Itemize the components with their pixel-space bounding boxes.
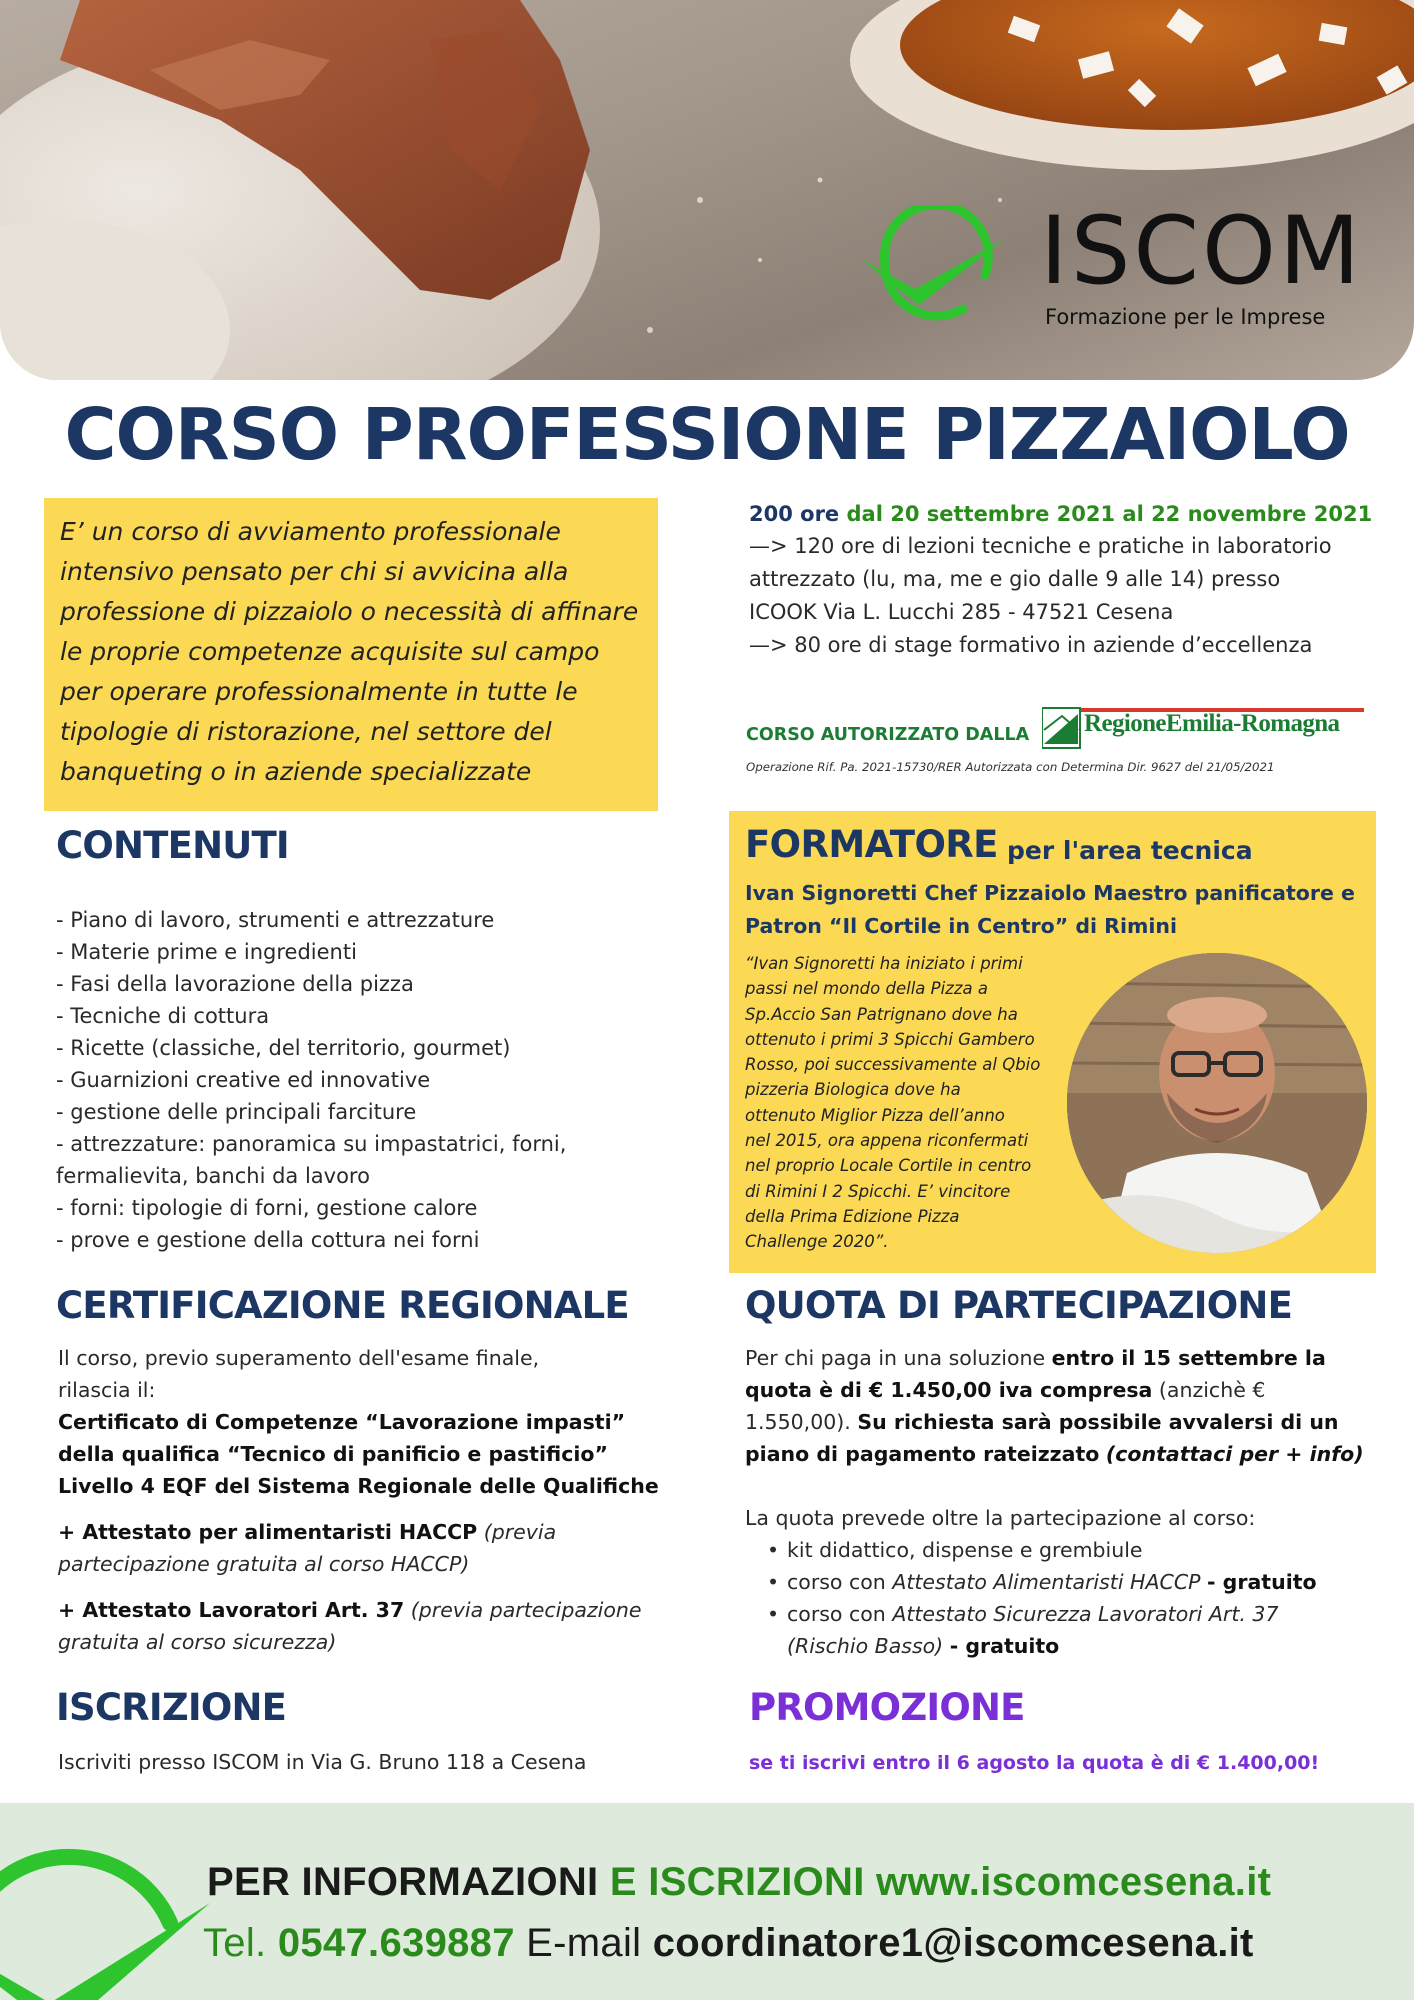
bio-line: Rosso, poi successivamente al Qbio bbox=[745, 1055, 1041, 1075]
list-item bbox=[767, 1598, 1365, 1662]
bio-line: nel 2015, ora appena riconfermati bbox=[745, 1131, 1029, 1151]
chef-portrait bbox=[1067, 953, 1367, 1253]
attestato-haccp-title: + Attestato per alimentaristi HACCP bbox=[58, 1520, 478, 1544]
tel-label: Tel. bbox=[203, 1921, 267, 1965]
bio-line: ottenuto i primi 3 Spicchi Gambero bbox=[745, 1029, 1035, 1049]
footer-info-line bbox=[207, 1860, 1271, 1905]
list-item bbox=[767, 1566, 1365, 1598]
list-item: - gestione delle principali farciture bbox=[56, 1100, 417, 1124]
attestato-haccp bbox=[58, 1516, 678, 1580]
list-item-text: Attestato Alimentaristi HACCP bbox=[892, 1570, 1201, 1594]
contenuti-list bbox=[56, 904, 656, 1256]
formatore-heading: FORMATORE bbox=[745, 823, 998, 866]
authorized-label: CORSO AUTORIZZATO DALLA bbox=[746, 725, 1030, 745]
promozione-heading: PROMOZIONE bbox=[749, 1686, 1025, 1729]
check-circle-icon bbox=[855, 205, 1015, 325]
list-item: - Fasi della lavorazione della pizza bbox=[56, 972, 414, 996]
check-circle-icon bbox=[0, 1813, 220, 2000]
list-item: - Materie prime e ingredienti bbox=[56, 940, 357, 964]
footer-info-label: PER INFORMAZIONI bbox=[207, 1860, 599, 1904]
list-item: - forni: tipologie di forni, gestione calore bbox=[56, 1196, 478, 1220]
list-item-text: Attestato Sicurezza Lavoratori Art. 37 (Rischio Basso) bbox=[787, 1602, 1279, 1658]
website-link[interactable]: www.iscomcesena.it bbox=[876, 1860, 1272, 1904]
quota-includes-list bbox=[767, 1534, 1365, 1662]
course-details bbox=[749, 498, 1389, 662]
authorization-note: Operazione Rif. Pa. 2021-15730/RER Autorizzata con Determina Dir. 9627 del 21/05/2021 bbox=[746, 760, 1275, 774]
list-item bbox=[767, 1534, 1365, 1566]
iscom-logo[interactable] bbox=[855, 197, 1375, 345]
formatore-name-line: Ivan Signoretti Chef Pizzaiolo Maestro panificatore e bbox=[745, 881, 1355, 905]
list-item: - Piano di lavoro, strumenti e attrezzature bbox=[56, 908, 495, 932]
authorization-block bbox=[746, 704, 1370, 774]
detail-line: —> 120 ore di lezioni tecniche e pratiche in laboratorio bbox=[749, 534, 1332, 558]
bio-line: ottenuto Miglior Pizza dell’anno bbox=[745, 1105, 1005, 1125]
quota-contact-note: (contattaci per + info) bbox=[1105, 1442, 1364, 1466]
quota-heading: QUOTA DI PARTECIPAZIONE bbox=[745, 1284, 1293, 1327]
formatore-bio bbox=[745, 951, 1060, 1255]
brand-name: ISCOM bbox=[1040, 197, 1364, 306]
bio-line: di Rimini I 2 Spicchi. E’ vincitore bbox=[745, 1181, 1011, 1201]
formatore-name bbox=[745, 877, 1365, 943]
chef-photo bbox=[1067, 953, 1367, 1253]
list-item-text: - gratuito bbox=[949, 1634, 1060, 1658]
bio-line: nel proprio Locale Cortile in centro bbox=[745, 1156, 1032, 1176]
footer-contacts bbox=[0, 1803, 1414, 2000]
list-item: - prove e gestione della cottura nei forni bbox=[56, 1228, 480, 1252]
email-label: E-mail bbox=[526, 1921, 642, 1965]
attestato-art37 bbox=[58, 1594, 678, 1658]
course-dates: dal 20 settembre 2021 al 22 novembre 2021 bbox=[846, 502, 1373, 526]
iscrizione-text: Iscriviti presso ISCOM in Via G. Bruno 118 a Cesena bbox=[58, 1750, 587, 1774]
brand-tagline: Formazione per le Imprese bbox=[1045, 305, 1326, 329]
bio-line: passi nel mondo della Pizza a bbox=[745, 979, 988, 999]
bio-line: della Prima Edizione Pizza bbox=[745, 1206, 960, 1226]
quota-includes-intro: La quota prevede oltre la partecipazione al corso: bbox=[745, 1506, 1256, 1530]
list-item: - attrezzature: panoramica su impastatrici, forni, bbox=[56, 1132, 567, 1156]
iscrizione-heading: ISCRIZIONE bbox=[56, 1686, 287, 1729]
bio-line: “Ivan Signoretti ha iniziato i primi bbox=[745, 954, 1023, 973]
formatore-name-line: Patron “Il Cortile in Centro” di Rimini bbox=[745, 914, 1177, 938]
certificazione-section bbox=[58, 1342, 678, 1658]
certificato-line: Certificato di Competenze “Lavorazione impasti” bbox=[58, 1410, 626, 1434]
formatore-box bbox=[729, 811, 1376, 1273]
quota-installments: Su richiesta sarà possibile avvalersi di un piano di pagamento rateizzato bbox=[745, 1410, 1339, 1466]
list-item-text: corso con bbox=[787, 1602, 886, 1626]
certificato-line: della qualifica “Tecnico di panificio e pastificio” bbox=[58, 1442, 608, 1466]
phone-link[interactable]: 0547.639887 bbox=[277, 1921, 515, 1965]
attestato-art37-title: + Attestato Lavoratori Art. 37 bbox=[58, 1598, 405, 1622]
promozione-text: se ti iscrivi entro il 6 agosto la quota è di € 1.400,00! bbox=[749, 1752, 1320, 1774]
course-hours: 200 ore bbox=[749, 502, 840, 526]
quota-text: Per chi paga in una soluzione bbox=[745, 1346, 1046, 1370]
bio-line: pizzeria Biologica dove ha bbox=[745, 1080, 961, 1100]
footer-info-label-green: E ISCRIZIONI bbox=[609, 1860, 865, 1904]
list-item: fermalievita, banchi da lavoro bbox=[56, 1164, 370, 1188]
detail-line: attrezzato (lu, ma, me e gio dalle 9 alle 14) presso bbox=[749, 567, 1281, 591]
certificazione-intro: Il corso, previo superamento dell'esame finale, rilascia il: bbox=[58, 1346, 540, 1402]
list-item: - Ricette (classiche, del territorio, gourmet) bbox=[56, 1036, 511, 1060]
intro-text: E’ un corso di avviamento professionale intensivo pensato per chi si avvicina alla professione di pizzaiolo o necessità di affinare le proprie competenze acquisite sul campo per operare professionalmente in tutte le tipologie di ristorazione, nel settore del banqueting o in aziende specializzate bbox=[60, 517, 639, 786]
attestato-haccp-note: (previa partecipazione gratuita al corso HACCP) bbox=[58, 1520, 557, 1576]
quota-price-paragraph bbox=[745, 1342, 1365, 1470]
list-item: - Guarnizioni creative ed innovative bbox=[56, 1068, 431, 1092]
quota-price: entro il 15 settembre la quota è di € 1.450,00 iva compresa bbox=[745, 1346, 1326, 1402]
regione-logo bbox=[1042, 704, 1366, 752]
bio-line: Challenge 2020”. bbox=[745, 1232, 889, 1252]
quota-section bbox=[745, 1342, 1365, 1662]
contenuti-heading: CONTENUTI bbox=[56, 824, 289, 867]
hero-banner bbox=[0, 0, 1414, 380]
course-dates-headline bbox=[749, 498, 1389, 530]
page-title: CORSO PROFESSIONE PIZZAIOLO bbox=[64, 393, 1350, 476]
email-link[interactable]: coordinatore1@iscomcesena.it bbox=[652, 1921, 1254, 1965]
bio-line: Sp.Accio San Patrignano dove ha bbox=[745, 1004, 1018, 1024]
footer-contact-line bbox=[203, 1921, 1254, 1966]
list-item-text: corso con bbox=[787, 1570, 886, 1594]
list-item: - Tecniche di cottura bbox=[56, 1004, 270, 1028]
intro-box bbox=[44, 498, 658, 811]
detail-line: ICOOK Via L. Lucchi 285 - 47521 Cesena bbox=[749, 600, 1174, 624]
certificazione-heading: CERTIFICAZIONE REGIONALE bbox=[56, 1284, 629, 1327]
regione-name: RegioneEmilia-Romagna bbox=[1084, 710, 1340, 737]
formatore-subheading: per l'area tecnica bbox=[1007, 836, 1253, 865]
attestato-art37-note: (previa partecipazione gratuita al corso sicurezza) bbox=[58, 1598, 642, 1654]
list-item-text: kit didattico, dispense e grembiule bbox=[787, 1538, 1143, 1562]
quota-full-price: (anzichè € 1.550,00). bbox=[745, 1378, 1266, 1434]
certificato-line: Livello 4 EQF del Sistema Regionale delle Qualifiche bbox=[58, 1474, 659, 1498]
detail-line: —> 80 ore di stage formativo in aziende d’eccellenza bbox=[749, 633, 1313, 657]
list-item-text: - gratuito bbox=[1207, 1570, 1317, 1594]
